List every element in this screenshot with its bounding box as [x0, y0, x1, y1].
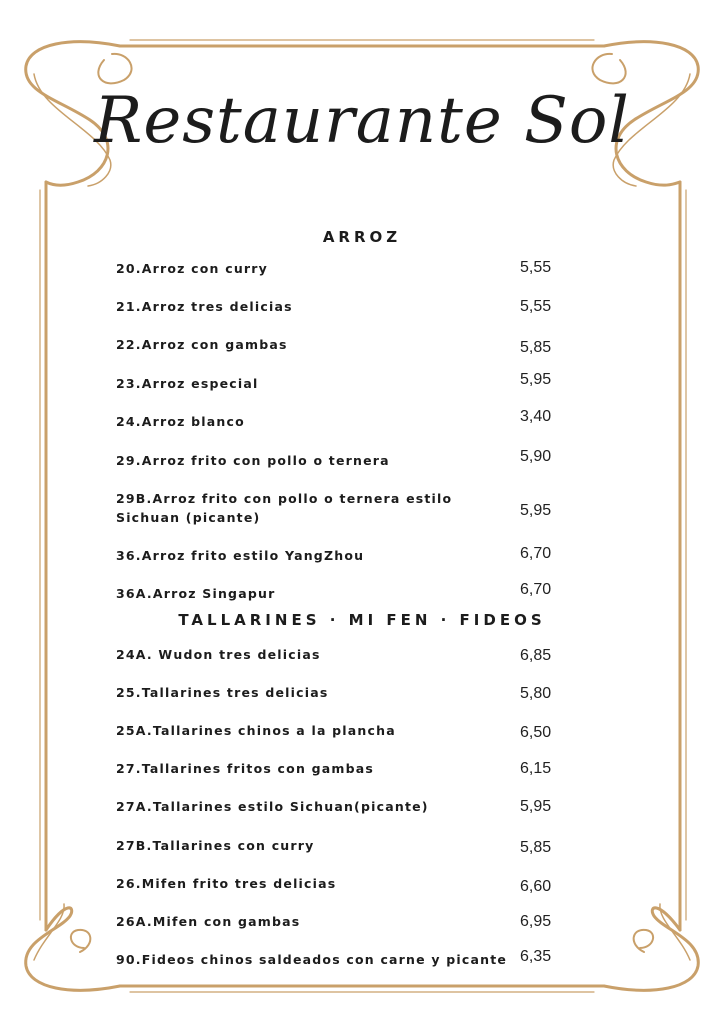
menu-item-name: 27B.Tallarines con curry [116, 838, 315, 853]
menu-item-price: 5,85 [520, 339, 552, 356]
menu-item-name: 23.Arroz especial [116, 376, 259, 391]
menu-item-price: 5,55 [520, 298, 552, 315]
menu-item-price: 5,85 [520, 839, 552, 856]
menu-item-price: 5,95 [520, 371, 552, 388]
menu-item-price: 3,40 [520, 408, 552, 425]
menu-item-name: 27A.Tallarines estilo Sichuan(picante) [116, 799, 429, 814]
menu-item-name: 24A. Wudon tres delicias [116, 647, 321, 662]
menu-item-name: 21.Arroz tres delicias [116, 299, 293, 314]
menu-item-name: 20.Arroz con curry [116, 261, 268, 276]
menu-item-name: 29B.Arroz frito con pollo o ternera estilo Sichuan (picante) [116, 491, 453, 525]
menu-item-name: 22.Arroz con gambas [116, 337, 288, 352]
menu-item-name: 36.Arroz frito estilo YangZhou [116, 548, 365, 563]
menu-item-name: 24.Arroz blanco [116, 414, 245, 429]
menu-item-name: 25.Tallarines tres delicias [116, 685, 329, 700]
section-title-arroz: ARROZ [322, 228, 402, 246]
section-title-tallarines: TALLARINES · MI FEN · FIDEOS [178, 611, 546, 629]
menu-item-price: 5,90 [520, 448, 552, 465]
restaurant-title: Restaurante Sol [94, 84, 630, 158]
menu-item-name: 26A.Mifen con gambas [116, 914, 301, 929]
menu-item-name: 25A.Tallarines chinos a la plancha [116, 723, 396, 738]
menu-item-price: 6,15 [520, 760, 552, 777]
menu-item-price: 6,70 [520, 545, 552, 562]
menu-item-price: 6,70 [520, 581, 552, 598]
menu-item-price: 6,60 [520, 878, 552, 895]
menu-item-price: 5,55 [520, 259, 552, 276]
menu-item-name: 29.Arroz frito con pollo o ternera [116, 453, 390, 468]
menu-item-price: 6,35 [520, 948, 552, 965]
menu-item-price: 6,85 [520, 647, 552, 664]
menu-item-price: 5,80 [520, 685, 552, 702]
menu-item-price: 6,95 [520, 913, 552, 930]
menu-item-price: 5,95 [520, 502, 552, 519]
menu-item-name: 90.Fideos chinos saldeados con carne y picante [116, 952, 508, 967]
menu-item-price: 5,95 [520, 798, 552, 815]
menu-item-name: 36A.Arroz Singapur [116, 586, 276, 601]
menu-item-name: 27.Tallarines fritos con gambas [116, 761, 375, 776]
menu-item-price: 6,50 [520, 724, 552, 741]
menu-item-name: 26.Mifen frito tres delicias [116, 876, 337, 891]
